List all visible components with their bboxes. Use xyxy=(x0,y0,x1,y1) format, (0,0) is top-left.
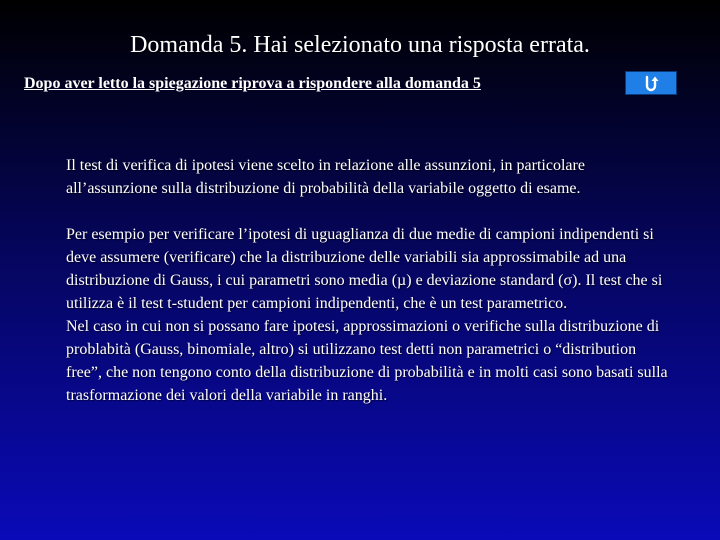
explanation-paragraph-3: Nel caso in cui non si possano fare ipotesi, approssimazioni o verifiche sulla distribuzione di problabità (Gauss, binomiale, altro) si utilizzano test detti non parametrici o “distribution free”, che non tengono conto della distribuzione di probabilità e in molti casi sono basati sulla trasformazione dei valori della variabile in ranghi. xyxy=(66,318,668,404)
page-title: Domanda 5. Hai selezionato una risposta errata. xyxy=(130,32,590,58)
explanation-paragraph-1: Il test di verifica di ipotesi viene scelto in relazione alle assunzioni, in particolare all’assunzione sulla distribuzione di probabilità della variabile oggetto di esame. xyxy=(66,157,585,197)
explanation-paragraph-2: Per esempio per verificare l’ipotesi di uguaglianza di due medie di campioni indipendenti si deve assumere (verificare) che la distribuzione delle variabili sia approssimabile ad una distribuzione di Gauss, i cui parametri sono media (µ) e deviazione standard (σ). Il test che si utilizza è il test t-student per campioni indipendenti, che è un test parametrico. xyxy=(66,226,663,312)
retry-instruction: Dopo aver letto la spiegazione riprova a rispondere alla domanda 5 xyxy=(24,75,481,92)
return-arrow-icon xyxy=(641,73,661,93)
return-to-question-button[interactable] xyxy=(625,71,677,95)
explanation-text xyxy=(66,154,671,407)
